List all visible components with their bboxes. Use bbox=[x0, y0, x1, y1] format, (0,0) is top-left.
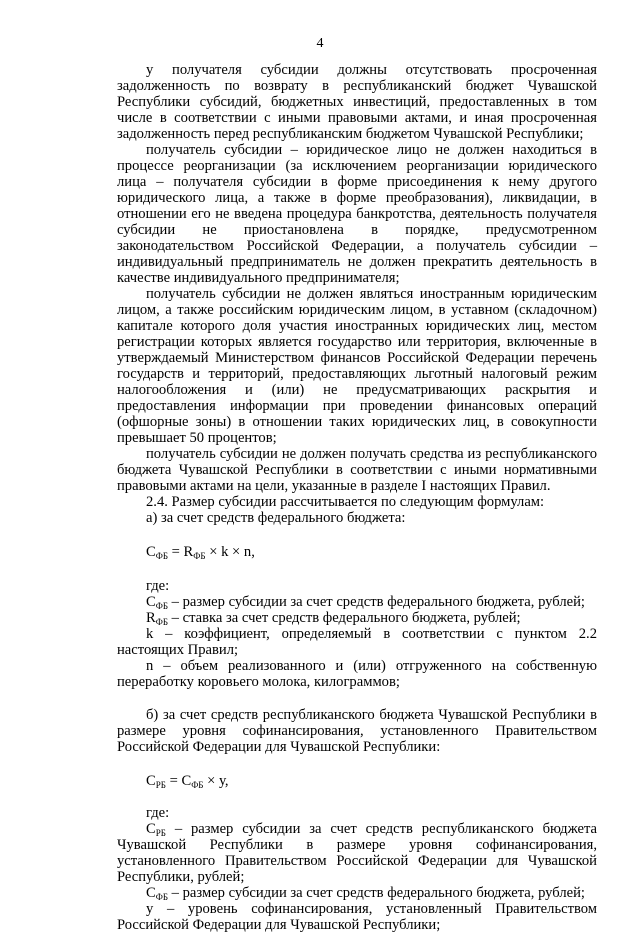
definition-c-rb: $С_{РБ}$ – размер субсидии за счет средств республиканского бюджета Чувашской Республики в размере уровня софинансирования, установленного Правительством Российской Федерации для Чувашской Республики, рублей; bbox=[117, 821, 597, 885]
definition-c-fb: $С_{ФБ}$ – размер субсидии за счет средств федерального бюджета, рублей; bbox=[146, 594, 585, 611]
symbol-r: R bbox=[183, 544, 194, 560]
subscript-fb: ФБ bbox=[193, 551, 206, 561]
formula-federal: $С_{ФБ} = R_{ФБ} \times k \times n$, bbox=[146, 544, 255, 561]
definition-r-fb: $R_{ФБ}$ – ставка за счет средств федерального бюджета, рублей; bbox=[146, 610, 521, 627]
definition-n: n – объем реализованного и (или) отгруженного на собственную переработку коровьего молока, килограммов; bbox=[117, 658, 597, 690]
paragraph-republican-budget: б) за счет средств республиканского бюджета Чувашской Республики в размере уровня софинансирования, установленного Правительством Российской Федерации для Чувашской Республики: bbox=[117, 707, 597, 755]
page-number: 4 bbox=[316, 36, 324, 51]
document-body bbox=[117, 62, 597, 933]
paragraph-no-debt: у получателя субсидии должны отсутствовать просроченная задолженность по возврату в республиканский бюджет Чувашской Республики субсидий, бюджетных инвестиций, предоставленных в том числе в соответствии с иными правовыми актами, и иная просроченная задолженность перед республиканским бюджетом Чувашской Республики; bbox=[117, 62, 597, 142]
paragraph-reorganization: получатель субсидии – юридическое лицо не должен находиться в процессе реорганизации (за исключением реорганизации юридического лица – получателя субсидии в форме присоединения к нему другого юридического лица, а также в форме преобразования), ликвидации, в отношении его не введена процедура банкротства, деятельность получателя субсидии не приостановлена в порядке, предусмотренном законодательством Российской Федерации, а получатель субсидии – индивидуальный предприниматель не должен прекратить деятельность в качестве индивидуального предпринимателя; bbox=[117, 142, 597, 286]
subscript-fb: ФБ bbox=[155, 551, 169, 561]
where-label: где: bbox=[146, 578, 170, 594]
definition-y: у – уровень софинансирования, установленный Правительством Российской Федерации для Чувашской Республики; bbox=[117, 901, 597, 933]
formula-rest: × k × n, bbox=[205, 544, 255, 560]
symbol-c: С bbox=[146, 544, 156, 560]
definition-c-fb-2: $С_{ФБ}$ – размер субсидии за счет средств федерального бюджета, рублей; bbox=[146, 885, 585, 902]
where-label: где: bbox=[146, 805, 170, 821]
paragraph-foreign-entity: получатель субсидии не должен являться иностранным юридическим лицом, а также российским юридическим лицом, в уставном (складочном) капитале которого доля участия иностранных юридических лиц, местом регистрации которых является государство или территория, включенные в утверждаемый Министерством финансов Российской Федерации перечень государств и территорий, предоставляющих льготный налоговый режим налогообложения и (или) не предусматривающих раскрытия и предоставления информации при проведении финансовых операций (офшорные зоны) в отношении таких юридических лиц, в совокупности превышает 50 процентов; bbox=[117, 286, 597, 446]
definition-k: k – коэффициент, определяемый в соответствии с пунктом 2.2 настоящих Правил; bbox=[117, 626, 597, 658]
paragraph-section-2-4: 2.4. Размер субсидии рассчитывается по следующим формулам: bbox=[146, 494, 545, 510]
paragraph-federal-budget: а) за счет средств федерального бюджета: bbox=[146, 510, 406, 526]
paragraph-other-funds: получатель субсидии не должен получать средства из республиканского бюджета Чувашской Республики в соответствии с иными нормативными правовыми актами на цели, указанные в разделе I настоящих Правил. bbox=[117, 446, 597, 494]
formula-republican: $С_{РБ} = С_{ФБ} \times у$, bbox=[146, 773, 229, 790]
